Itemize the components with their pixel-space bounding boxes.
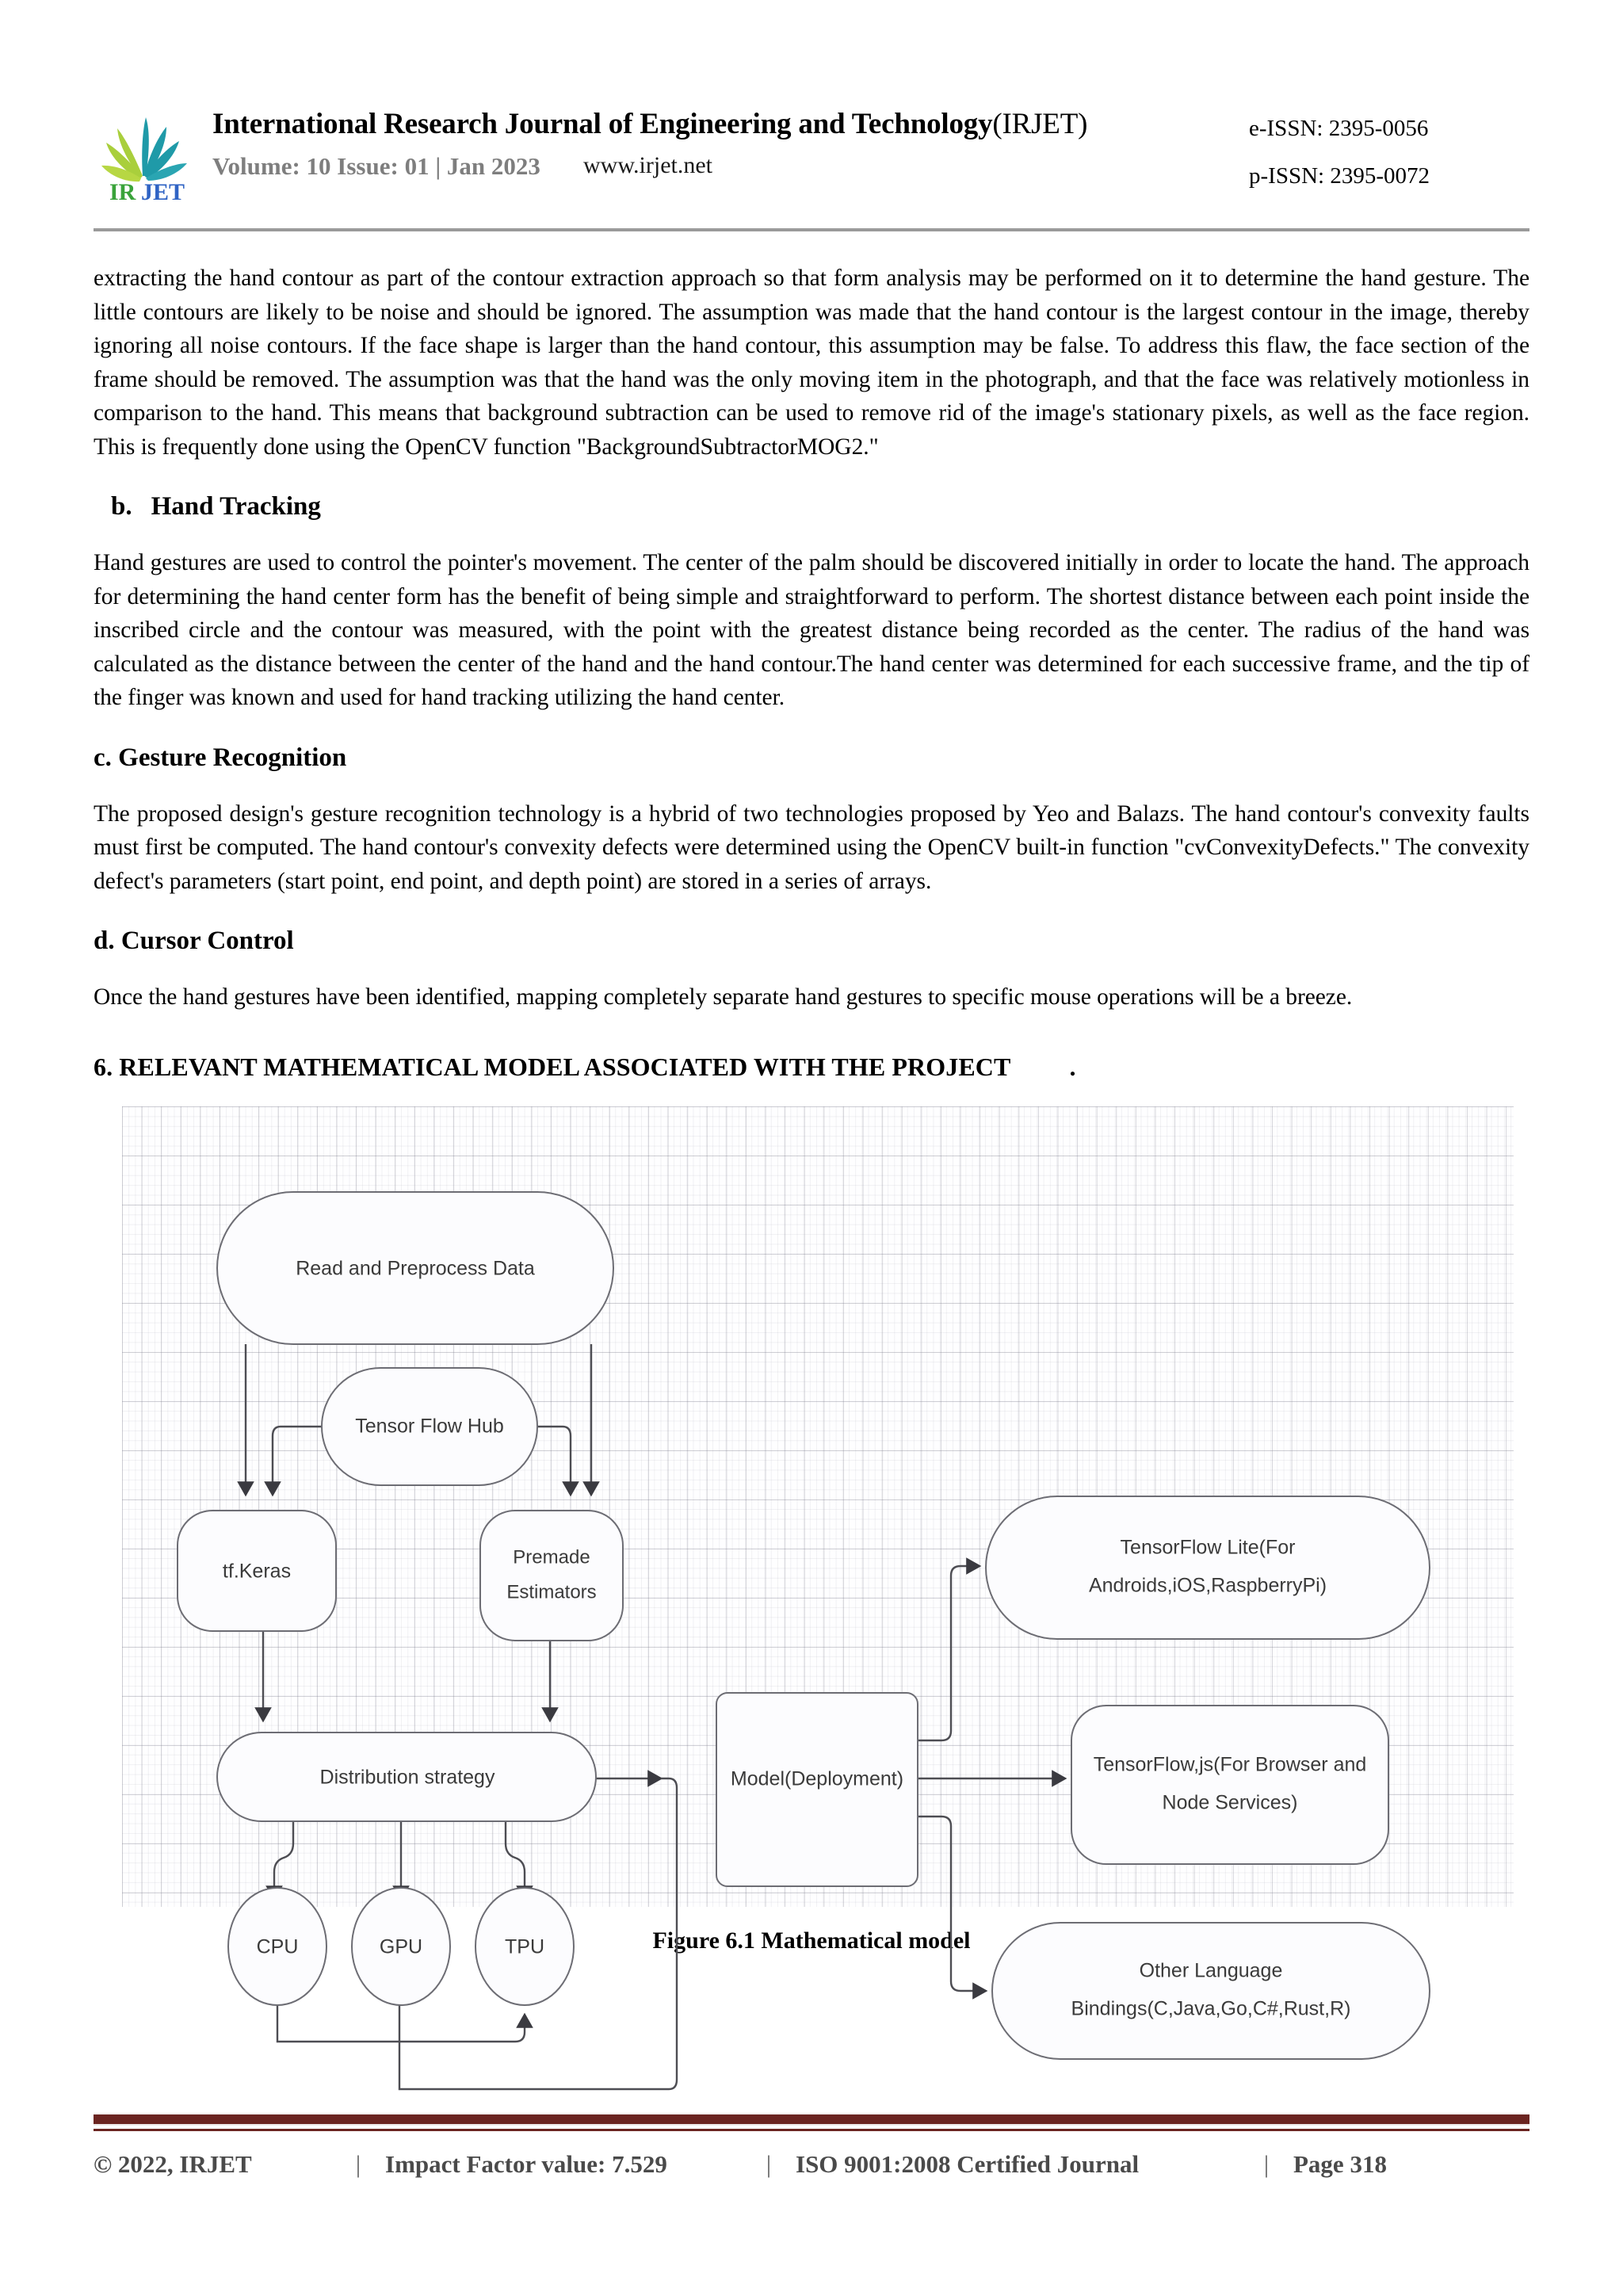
node-other-language-bindings-label-line2: Bindings(C,Java,Go,C#,Rust,R) [1071, 1997, 1351, 2020]
header-divider [94, 228, 1529, 231]
heading-b-label: b. [111, 492, 132, 521]
heading-section-6-text: 6. RELEVANT MATHEMATICAL MODEL ASSOCIATED WITH THE PROJECT [94, 1052, 1011, 1081]
footer-copyright: © 2022, IRJET [94, 2150, 252, 2178]
footer-iso-certification: ISO 9001:2008 Certified Journal [796, 2150, 1140, 2178]
node-tf-keras-label: tf.Keras [222, 1560, 292, 1583]
issn-block [1212, 105, 1529, 200]
node-other-language-bindings-label-line1: Other Language [1139, 1959, 1283, 1982]
journal-masthead [94, 97, 1529, 223]
footer-separator-3: | [1263, 2150, 1270, 2178]
figure-6-1 [94, 1106, 1529, 2020]
article-content [94, 262, 1529, 2020]
e-issn: e-ISSN: 2395-0056 [1249, 116, 1429, 141]
node-read-preprocess-label: Read and Preprocess Data [296, 1257, 535, 1280]
node-tensorflow-js-label-line1: TensorFlow,js(For Browser and [1093, 1753, 1367, 1776]
footer-separator-2: | [766, 2150, 772, 2178]
edge-hub-to-keras [273, 1427, 322, 1495]
footer-divider-thick [94, 2113, 1529, 2126]
edge-model-to-bindings [918, 1817, 986, 1991]
footer-separator-1: | [355, 2150, 361, 2178]
node-model-deployment-label: Model(Deployment) [730, 1767, 904, 1790]
edge-model-to-tflite [918, 1566, 980, 1740]
journal-website[interactable]: www.irjet.net [583, 152, 713, 178]
heading-b-text: Hand Tracking [151, 492, 321, 521]
heading-gesture-recognition: c. Gesture Recognition [94, 743, 347, 772]
node-tensorflow-lite-label-line1: TensorFlow Lite(For [1120, 1536, 1296, 1559]
heading-cursor-control: d. Cursor Control [94, 926, 294, 955]
node-tpu-label: TPU [505, 1935, 544, 1958]
node-other-language-bindings[interactable] [992, 1923, 1430, 2059]
journal-title-main: International Research Journal of Engineering and Technology [212, 108, 993, 140]
paragraph-intro: extracting the hand contour as part of the contour extraction approach so that form analysis may be performed on it to determine the hand gesture. The little contours are likely to be noise and should be ignored. The assumption was made that the hand contour is the largest contour in the image, thereby ignoring all noise contours. If the face shape is larger than the hand contour, this assumption may be false. To address this flaw, the face section of the frame should be removed. The assumption was that the hand was the only moving item in the photograph, and that the face was relatively motionless in comparison to the hand. This means that background subtraction can be used to remove rid of the image's stationary pixels, as well as the face region. This is frequently done using the OpenCV function "BackgroundSubtractorMOG2." [94, 266, 1529, 460]
paragraph-hand-tracking: Hand gestures are used to control the pointer's movement. The center of the palm should be discovered initially in order to locate the hand. The approach for determining the hand center form has the benefit of being simple and straightforward to perform. The shortest distance between each point inside the inscribed circle and the contour was measured, with the point with the greatest distance being recorded as the center. The radius of the hand was calculated as the distance between the center of the hand and the hand contour.The hand center was determined for each successive frame, and the tip of the finger was known and used for hand tracking utilizing the hand center. [94, 550, 1529, 710]
node-tensorflow-lite-label-line2: Androids,iOS,RaspberryPi) [1088, 1574, 1327, 1597]
footer-page-number: Page 318 [1293, 2150, 1387, 2178]
footer-row [94, 2150, 1529, 2179]
paragraph-gesture-recognition: The proposed design's gesture recognition technology is a hybrid of two technologies proposed by Yeo and Balazs. The hand contour's convexity faults must first be computed. The hand contour's convexity defects were determined using the OpenCV built-in function "cvConvexityDefects." The convexity defect's parameters (start point, end point, and depth point) are stored in a series of arrays. [94, 800, 1529, 894]
logo-text-jet: JET [141, 179, 185, 205]
irjet-logo [94, 103, 195, 204]
heading-section-6 [94, 1051, 1529, 1083]
node-tensorflow-js-label-line2: Node Services) [1162, 1791, 1298, 1814]
page-footer [94, 2113, 1529, 2179]
node-premade-estimators-label-line2: Estimators [506, 1580, 597, 1603]
node-tensorflow-js[interactable] [1071, 1706, 1388, 1864]
journal-title [212, 106, 1087, 143]
node-gpu-label: GPU [379, 1935, 423, 1958]
irjet-logo-icon [94, 103, 195, 204]
heading-section-6-trailing: . [1069, 1052, 1076, 1081]
footer-divider-thin [94, 2129, 1529, 2131]
figure-caption: Figure 6.1 Mathematical model [652, 1927, 971, 1954]
logo-text-ir: IR [109, 179, 136, 205]
node-distribution-strategy-label: Distribution strategy [319, 1766, 495, 1789]
node-cpu-label: CPU [256, 1935, 299, 1958]
node-tensor-flow-hub-label: Tensor Flow Hub [355, 1415, 504, 1438]
journal-title-abbrev: (IRJET) [992, 108, 1088, 140]
heading-hand-tracking [94, 491, 1529, 522]
footer-impact-factor: Impact Factor value: 7.529 [385, 2150, 667, 2178]
volume-issue-date: Volume: 10 Issue: 01 | Jan 2023 [212, 152, 540, 180]
node-premade-estimators[interactable] [480, 1511, 623, 1641]
node-tensorflow-lite[interactable] [986, 1496, 1430, 1639]
edge-hub-to-premade [536, 1427, 571, 1495]
paragraph-cursor-control: Once the hand gestures have been identified, mapping completely separate hand gestures to specific mouse operations will be a breeze. [94, 984, 1353, 1010]
node-premade-estimators-label-line1: Premade [513, 1545, 590, 1568]
p-issn: p-ISSN: 2395-0072 [1249, 163, 1430, 189]
